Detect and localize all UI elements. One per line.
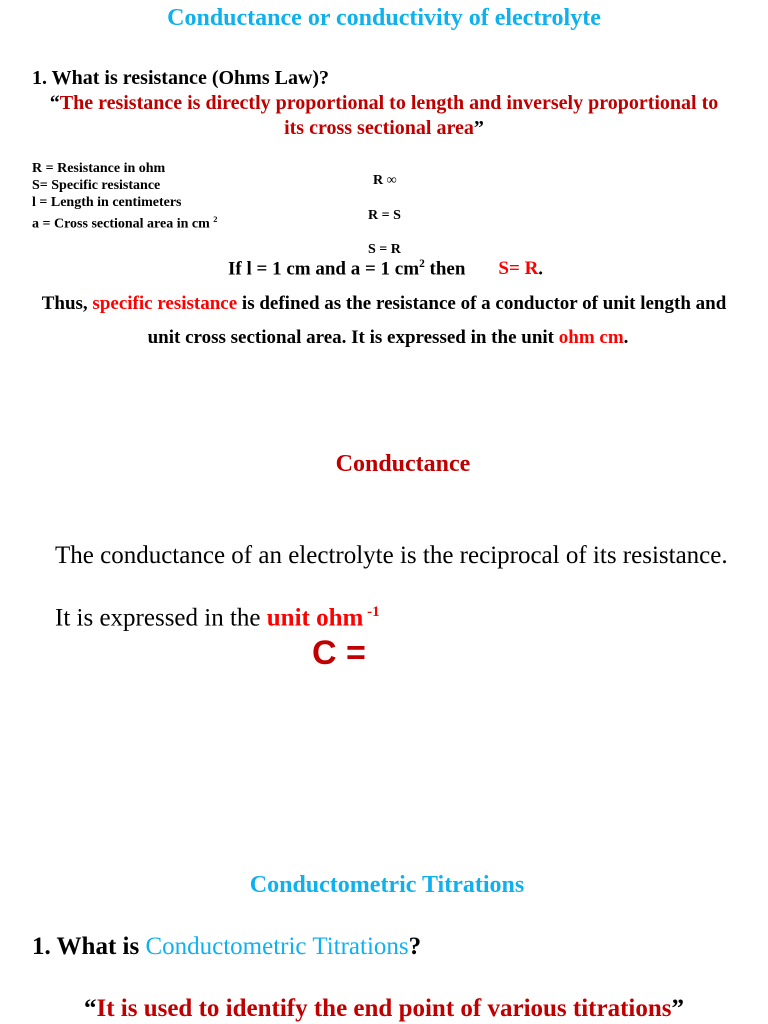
page-title: Conductance or conductivity of electrolyte (167, 5, 601, 31)
titrations-question: 1. What is Conductometric Titrations? (32, 933, 422, 960)
legend-item: S= Specific resistance (32, 178, 161, 193)
resistance-quote-line1: “The resistance is directly proportional to length and inversely proportional to (49, 92, 719, 114)
legend-item: a = Cross sectional area in cm $^2$ (32, 215, 218, 232)
conductance-formula: C = (312, 634, 366, 672)
legend-item: l = Length in centimeters (32, 195, 182, 210)
unit-condition: If l = 1 cm and a = 1 $cm^2$ then S= R. (228, 258, 544, 280)
titrations-heading: Conductometric Titrations (249, 872, 525, 898)
conductance-unit: It is expressed in the unit ohm $^{-1}$ (55, 604, 380, 632)
specific-resistance-definition-line1: Thus, specific resistance is defined as the resistance of a conductor of unit length and (41, 293, 727, 314)
legend-item: R = Resistance in ohm (32, 161, 166, 176)
equation-r-equals-s: R = S (368, 208, 401, 223)
equation-proportional: R ∞ (373, 173, 397, 188)
conductance-definition: The conductance of an electrolyte is the reciprocal of its resistance. (55, 542, 728, 569)
resistance-quote-line2: its cross sectional area” (284, 117, 484, 139)
resistance-question: 1. What is resistance (Ohms Law)? (32, 67, 330, 89)
variable-legend (32, 160, 217, 233)
titrations-quote: “It is used to identify the end point of various titrations” (83, 995, 685, 1022)
equation-s-equals-r: S = R (368, 242, 401, 257)
conductance-heading: Conductance (335, 451, 471, 477)
specific-resistance-definition-line2: unit cross sectional area. It is expressed in the unit ohm cm. (147, 327, 629, 348)
